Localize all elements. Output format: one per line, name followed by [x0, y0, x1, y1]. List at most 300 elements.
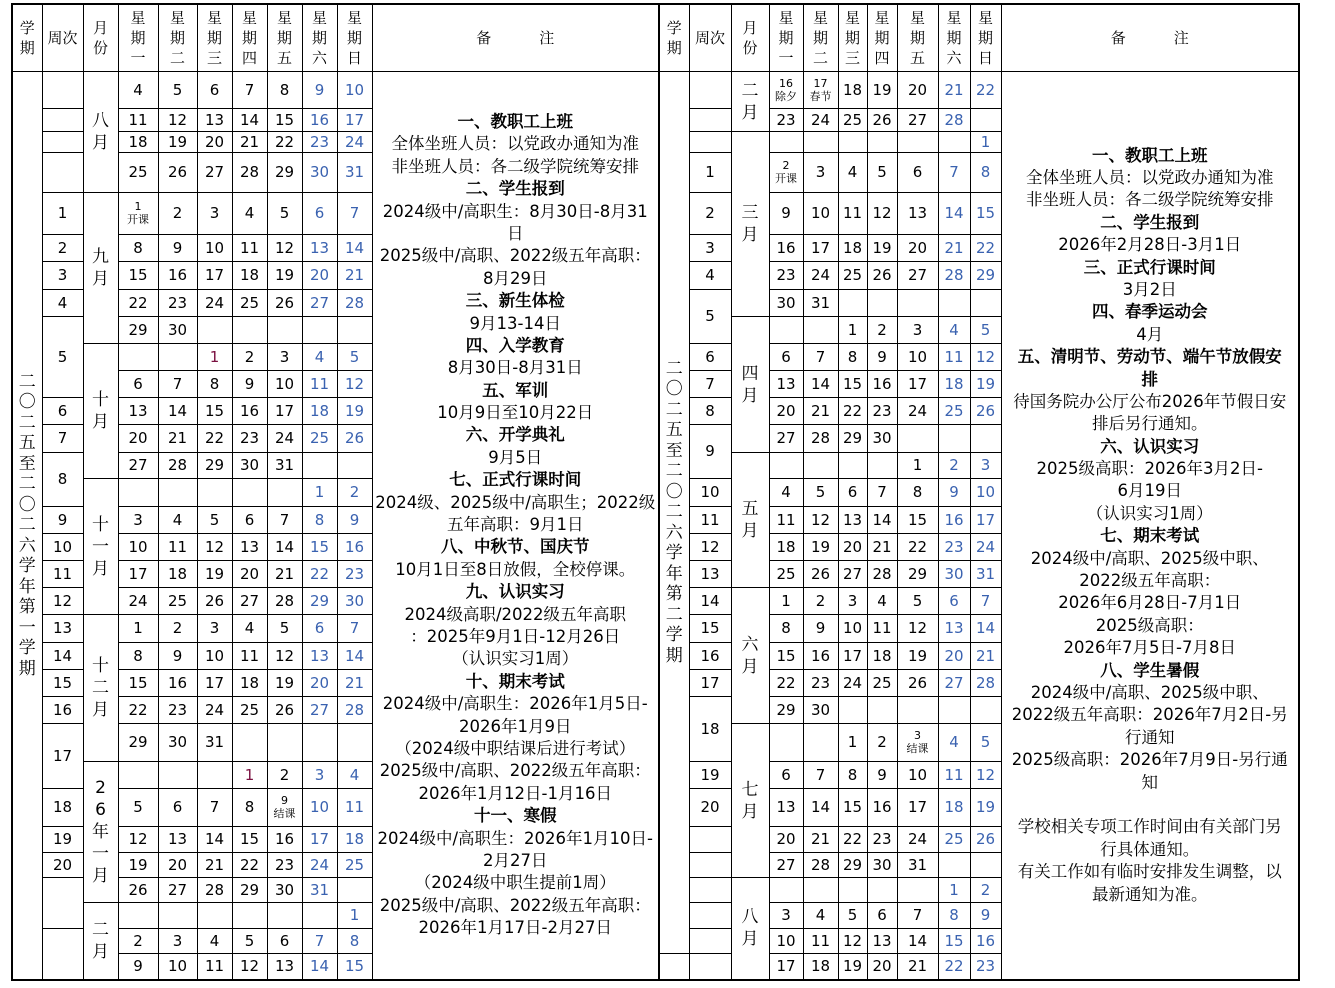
day-number: 12 — [344, 374, 365, 393]
day-number: 11 — [239, 646, 260, 665]
day-cell — [197, 929, 232, 954]
day-cell — [197, 670, 232, 697]
day-cell — [838, 72, 867, 109]
day-cell — [267, 317, 302, 344]
day-cell — [803, 398, 838, 425]
day-number: 11 — [842, 204, 863, 222]
header-weekday-label: 星期一 — [778, 9, 794, 67]
day-cell — [232, 827, 267, 853]
day-number: 9 — [349, 510, 360, 529]
week-number: 17 — [52, 746, 73, 765]
header-notes — [372, 4, 659, 72]
day-cell — [938, 193, 970, 235]
day-number: 23 — [167, 293, 188, 312]
day-cell — [337, 878, 372, 903]
day-number: 11 — [872, 619, 892, 637]
month-cell — [731, 724, 769, 878]
day-cell — [302, 109, 337, 132]
day-number: 24 — [128, 591, 148, 610]
day-number: 18 — [239, 673, 260, 692]
day-number: 4 — [244, 619, 255, 637]
day-number: 1 — [847, 320, 858, 339]
day-cell — [838, 290, 867, 317]
day-cell — [302, 507, 337, 534]
day-cell — [232, 153, 267, 193]
day-number: 17 — [907, 798, 928, 816]
week-number: 20 — [700, 798, 720, 816]
day-number: 11 — [344, 798, 365, 816]
day-number: 7 — [349, 619, 360, 637]
day-number: 21 — [204, 855, 225, 874]
day-cell — [302, 153, 337, 193]
day-cell — [267, 425, 302, 453]
day-number: 19 — [975, 798, 996, 816]
day-number: 29 — [842, 429, 863, 447]
header-weekday — [938, 4, 970, 72]
day-cell — [118, 534, 158, 561]
notes-line: 2026年6月28日-7月1日 — [1058, 593, 1242, 613]
day-cell — [867, 724, 897, 762]
day-number: 23 — [167, 700, 188, 719]
day-cell — [867, 235, 897, 262]
day-cell — [267, 853, 302, 878]
day-number: 24 — [274, 429, 295, 447]
month-label: 九月 — [92, 247, 109, 289]
week-number: 18 — [700, 719, 720, 738]
header-weekday-label: 星期五 — [276, 9, 292, 67]
day-cell — [302, 670, 337, 697]
day-cell — [867, 827, 897, 853]
day-cell — [118, 615, 158, 643]
day-number: 17 — [813, 76, 828, 90]
day-number: 16 — [167, 266, 188, 284]
day-cell — [897, 954, 938, 980]
day-number: 19 — [907, 646, 928, 665]
day-cell — [158, 643, 197, 670]
day-number: 27 — [944, 673, 964, 692]
day-cell — [897, 344, 938, 371]
day-number: 19 — [274, 266, 295, 284]
day-cell — [337, 479, 372, 507]
day-cell — [337, 724, 372, 762]
day-cell — [938, 697, 970, 724]
week-number: 2 — [705, 204, 715, 222]
day-cell — [769, 561, 803, 588]
header-weekday-label: 星期三 — [206, 9, 222, 67]
day-cell — [838, 903, 867, 929]
week-number: 8 — [705, 401, 715, 420]
day-number: 27 — [309, 700, 330, 719]
day-cell — [838, 507, 867, 534]
day-cell — [970, 290, 1001, 317]
notes-heading: 三、正式行课时间 — [1083, 257, 1216, 277]
day-cell — [838, 724, 867, 762]
day-number: 14 — [274, 537, 295, 556]
day-cell — [158, 670, 197, 697]
day-number: 3 — [209, 204, 220, 222]
day-cell — [970, 697, 1001, 724]
day-number: 31 — [907, 855, 928, 874]
day-cell — [197, 344, 232, 371]
week-number-cell — [42, 507, 83, 534]
day-number: 29 — [842, 855, 863, 874]
day-number: 18 — [344, 830, 365, 848]
notes-line: 3月2日 — [1122, 279, 1177, 299]
day-number: 9 — [133, 956, 143, 975]
day-cell — [337, 262, 372, 290]
day-number: 14 — [239, 110, 260, 129]
day-cell — [267, 453, 302, 479]
day-number: 2 — [172, 204, 183, 222]
notes-line: 日 — [507, 223, 524, 243]
day-cell — [970, 344, 1001, 371]
day-cell — [803, 479, 838, 507]
day-cell — [867, 317, 897, 344]
day-number: 22 — [842, 830, 863, 848]
day-number: 4 — [244, 204, 255, 222]
month-cell — [83, 615, 118, 762]
day-cell — [232, 954, 267, 980]
day-cell — [267, 235, 302, 262]
day-cell — [867, 193, 897, 235]
day-event-label: 开课 — [127, 213, 149, 226]
notes-line: 10月1日至8日放假，全校停课。 — [395, 559, 636, 579]
day-cell — [970, 262, 1001, 290]
day-number: 17 — [274, 401, 295, 420]
notes-line: 行通知 — [1125, 727, 1175, 747]
month-label: 八月 — [92, 111, 109, 153]
header-weekday — [302, 4, 337, 72]
term-cell — [659, 72, 689, 954]
day-number: 13 — [776, 374, 796, 393]
day-number: 27 — [842, 564, 863, 583]
month-label: 五月 — [741, 499, 759, 541]
day-number: 23 — [944, 537, 964, 556]
day-number: 25 — [239, 700, 260, 719]
notes-line: 学校相关专项工作时间由有关部门另 — [1017, 817, 1282, 837]
day-number: 10 — [167, 956, 188, 975]
day-number: 22 — [239, 855, 260, 874]
day-number: 2 — [949, 456, 959, 474]
week-number-cell — [689, 534, 731, 561]
day-number: 13 — [907, 204, 928, 222]
day-number: 21 — [239, 132, 260, 151]
day-cell — [197, 153, 232, 193]
notes-heading: 四、入学教育 — [465, 335, 565, 355]
day-number: 6 — [133, 374, 143, 393]
day-cell — [897, 132, 938, 153]
day-number: 5 — [912, 591, 923, 610]
header-weekday-label: 星期日 — [977, 9, 993, 67]
day-cell — [232, 453, 267, 479]
day-number: 15 — [274, 110, 295, 129]
day-number: 10 — [344, 80, 365, 99]
day-number: 14 — [810, 798, 831, 816]
day-cell — [838, 235, 867, 262]
day-cell — [970, 929, 1001, 954]
day-cell — [337, 827, 372, 853]
day-cell — [838, 425, 867, 453]
day-number: 4 — [133, 80, 143, 99]
day-cell — [970, 954, 1001, 980]
day-cell — [838, 789, 867, 827]
notes-heading: 二、学生报到 — [1100, 212, 1200, 232]
day-cell — [197, 262, 232, 290]
week-number: 12 — [700, 537, 720, 556]
day-number: 12 — [975, 347, 996, 366]
notes-heading: 排 — [1141, 369, 1158, 389]
day-cell — [197, 697, 232, 724]
month-label: 二月 — [92, 919, 109, 962]
day-number: 20 — [309, 266, 330, 284]
day-number: 6 — [781, 347, 791, 366]
day-cell — [197, 479, 232, 507]
day-cell — [803, 954, 838, 980]
day-cell — [267, 132, 302, 153]
day-number: 20 — [842, 537, 863, 556]
day-cell — [897, 72, 938, 109]
day-number: 31 — [810, 293, 831, 312]
day-cell — [769, 929, 803, 954]
week-number-cell — [42, 262, 83, 290]
header-weekday-label: 星期六 — [311, 9, 327, 67]
day-cell — [197, 72, 232, 109]
month-label: 26年一月 — [92, 778, 109, 886]
day-number: 3 — [209, 619, 220, 637]
day-cell — [838, 561, 867, 588]
notes-line: 2024级中/高职、2025级中职、 — [1030, 548, 1269, 568]
day-cell — [769, 72, 803, 109]
day-cell — [867, 954, 897, 980]
day-number: 15 — [907, 510, 928, 529]
week-number-cell — [42, 290, 83, 317]
day-number: 30 — [309, 163, 330, 181]
day-cell — [970, 903, 1001, 929]
day-cell — [118, 193, 158, 235]
day-cell — [267, 954, 302, 980]
day-number: 23 — [344, 564, 365, 583]
term-cell-empty — [659, 954, 689, 980]
day-cell — [302, 615, 337, 643]
day-number: 27 — [907, 266, 928, 284]
notes-line — [1002, 794, 1299, 816]
day-cell — [867, 507, 897, 534]
month-label: 十月 — [92, 390, 109, 432]
notes-line: 2022级五年高职：2026年7月2日-另 — [1011, 705, 1288, 725]
day-number: 23 — [975, 956, 996, 975]
header-weekday — [897, 4, 938, 72]
week-number-cell — [689, 72, 731, 109]
day-number: 23 — [810, 673, 831, 692]
day-cell — [867, 153, 897, 193]
calendar-row — [659, 72, 1299, 109]
day-cell — [337, 534, 372, 561]
header-term — [659, 4, 689, 72]
day-number: 1 — [349, 906, 360, 924]
month-cell — [83, 479, 118, 615]
notes-line: 行具体通知。 — [1100, 839, 1200, 859]
day-number: 18 — [239, 266, 260, 284]
day-number: 12 — [204, 537, 225, 556]
day-number: 8 — [314, 510, 325, 529]
day-cell — [267, 507, 302, 534]
day-cell — [267, 561, 302, 588]
day-cell — [118, 109, 158, 132]
day-cell — [267, 344, 302, 371]
day-cell — [118, 954, 158, 980]
day-cell — [232, 615, 267, 643]
day-cell — [769, 109, 803, 132]
day-number: 24 — [309, 855, 330, 874]
day-number: 2 — [244, 347, 255, 366]
day-number: 6 — [949, 591, 959, 610]
day-cell — [302, 954, 337, 980]
day-number: 13 — [842, 510, 863, 529]
day-number: 30 — [239, 456, 260, 474]
notes-line: （认识实习1周） — [452, 649, 579, 669]
day-cell — [970, 789, 1001, 827]
day-number: 12 — [907, 619, 928, 637]
header-notes — [1001, 4, 1299, 72]
day-cell — [158, 132, 197, 153]
day-cell — [838, 878, 867, 903]
day-cell — [197, 109, 232, 132]
notes-line: 2024级高职/2022级五年高职 — [404, 604, 627, 624]
day-number: 10 — [907, 347, 928, 366]
week-number: 19 — [52, 830, 73, 848]
header-week-label: 周次 — [694, 28, 725, 47]
day-number: 6 — [279, 931, 290, 950]
day-number: 14 — [810, 374, 831, 393]
day-cell — [118, 398, 158, 425]
day-cell — [232, 903, 267, 929]
notes-line: 五年高职：9月1日 — [447, 515, 584, 535]
day-cell — [867, 262, 897, 290]
week-number: 7 — [57, 429, 68, 447]
day-cell — [302, 827, 337, 853]
day-number: 14 — [204, 830, 225, 848]
week-number-cell — [689, 853, 731, 878]
day-cell — [938, 878, 970, 903]
day-number: 28 — [872, 564, 892, 583]
day-number: 15 — [309, 537, 330, 556]
day-cell — [769, 878, 803, 903]
day-cell — [897, 853, 938, 878]
day-cell — [267, 878, 302, 903]
notes-line: 待国务院办公厅公布2026年节假日安 — [1013, 391, 1287, 411]
day-number: 21 — [344, 266, 365, 284]
day-number: 1 — [912, 456, 923, 474]
notes-line: 8月29日 — [483, 268, 548, 288]
day-number: 5 — [279, 619, 290, 637]
day-cell — [970, 398, 1001, 425]
day-cell — [803, 534, 838, 561]
day-number: 9 — [172, 646, 183, 665]
day-number: 25 — [944, 401, 964, 420]
header-term — [12, 4, 42, 72]
header-month — [731, 4, 769, 72]
day-number: 9 — [815, 619, 826, 637]
day-number: 4 — [847, 163, 858, 181]
day-cell — [302, 588, 337, 615]
day-number: 9 — [244, 374, 255, 393]
notes-line: （2024级中职生提前1周） — [414, 873, 616, 893]
day-number: 25 — [842, 266, 863, 284]
day-cell — [118, 507, 158, 534]
day-number: 3 — [914, 729, 921, 742]
day-number: 11 — [810, 931, 831, 950]
day-cell — [938, 425, 970, 453]
day-number: 29 — [274, 163, 295, 181]
day-number: 26 — [907, 673, 928, 692]
day-number: 17 — [810, 238, 831, 257]
week-number: 5 — [57, 347, 68, 366]
day-number: 11 — [128, 110, 148, 129]
notes-line: 2025级中/高职、2022级五年高职： — [379, 246, 651, 266]
day-cell — [302, 262, 337, 290]
day-cell — [970, 507, 1001, 534]
day-cell — [232, 425, 267, 453]
day-cell — [197, 853, 232, 878]
day-cell — [158, 724, 197, 762]
second-semester-calendar-table — [658, 3, 1300, 981]
week-number: 7 — [705, 374, 715, 393]
notes-line: 2024级中/高职生：2026年1月5日- — [382, 694, 648, 714]
day-cell — [970, 317, 1001, 344]
day-number: 12 — [128, 830, 148, 848]
day-cell — [897, 479, 938, 507]
day-cell — [838, 317, 867, 344]
day-cell — [337, 109, 372, 132]
day-number: 21 — [810, 830, 831, 848]
day-number: 9 — [877, 347, 887, 366]
week-number-cell — [689, 344, 731, 371]
day-cell — [838, 827, 867, 853]
day-cell — [769, 643, 803, 670]
day-cell — [337, 507, 372, 534]
day-number: 17 — [975, 510, 996, 529]
day-cell — [337, 670, 372, 697]
day-number: 18 — [872, 646, 892, 665]
day-cell — [838, 262, 867, 290]
day-cell — [803, 929, 838, 954]
day-cell — [232, 317, 267, 344]
day-cell — [838, 588, 867, 615]
header-weekday-label: 星期三 — [844, 9, 860, 67]
day-number: 28 — [944, 110, 964, 129]
day-cell — [232, 643, 267, 670]
day-cell — [197, 903, 232, 929]
day-cell — [118, 724, 158, 762]
day-number: 7 — [279, 510, 290, 529]
day-cell — [897, 109, 938, 132]
day-cell — [938, 670, 970, 697]
day-number: 1 — [314, 483, 325, 501]
day-number: 7 — [815, 765, 826, 784]
day-cell — [867, 670, 897, 697]
day-cell — [302, 724, 337, 762]
day-number: 13 — [309, 646, 330, 665]
day-number: 9 — [781, 204, 791, 222]
day-number: 5 — [980, 733, 991, 751]
day-cell — [897, 317, 938, 344]
day-number: 10 — [128, 537, 148, 556]
day-cell — [197, 643, 232, 670]
notes-heading: 二、学生报到 — [465, 179, 565, 199]
header-weekday-label: 星期二 — [169, 9, 185, 67]
day-cell — [867, 643, 897, 670]
day-number: 1 — [209, 347, 220, 366]
